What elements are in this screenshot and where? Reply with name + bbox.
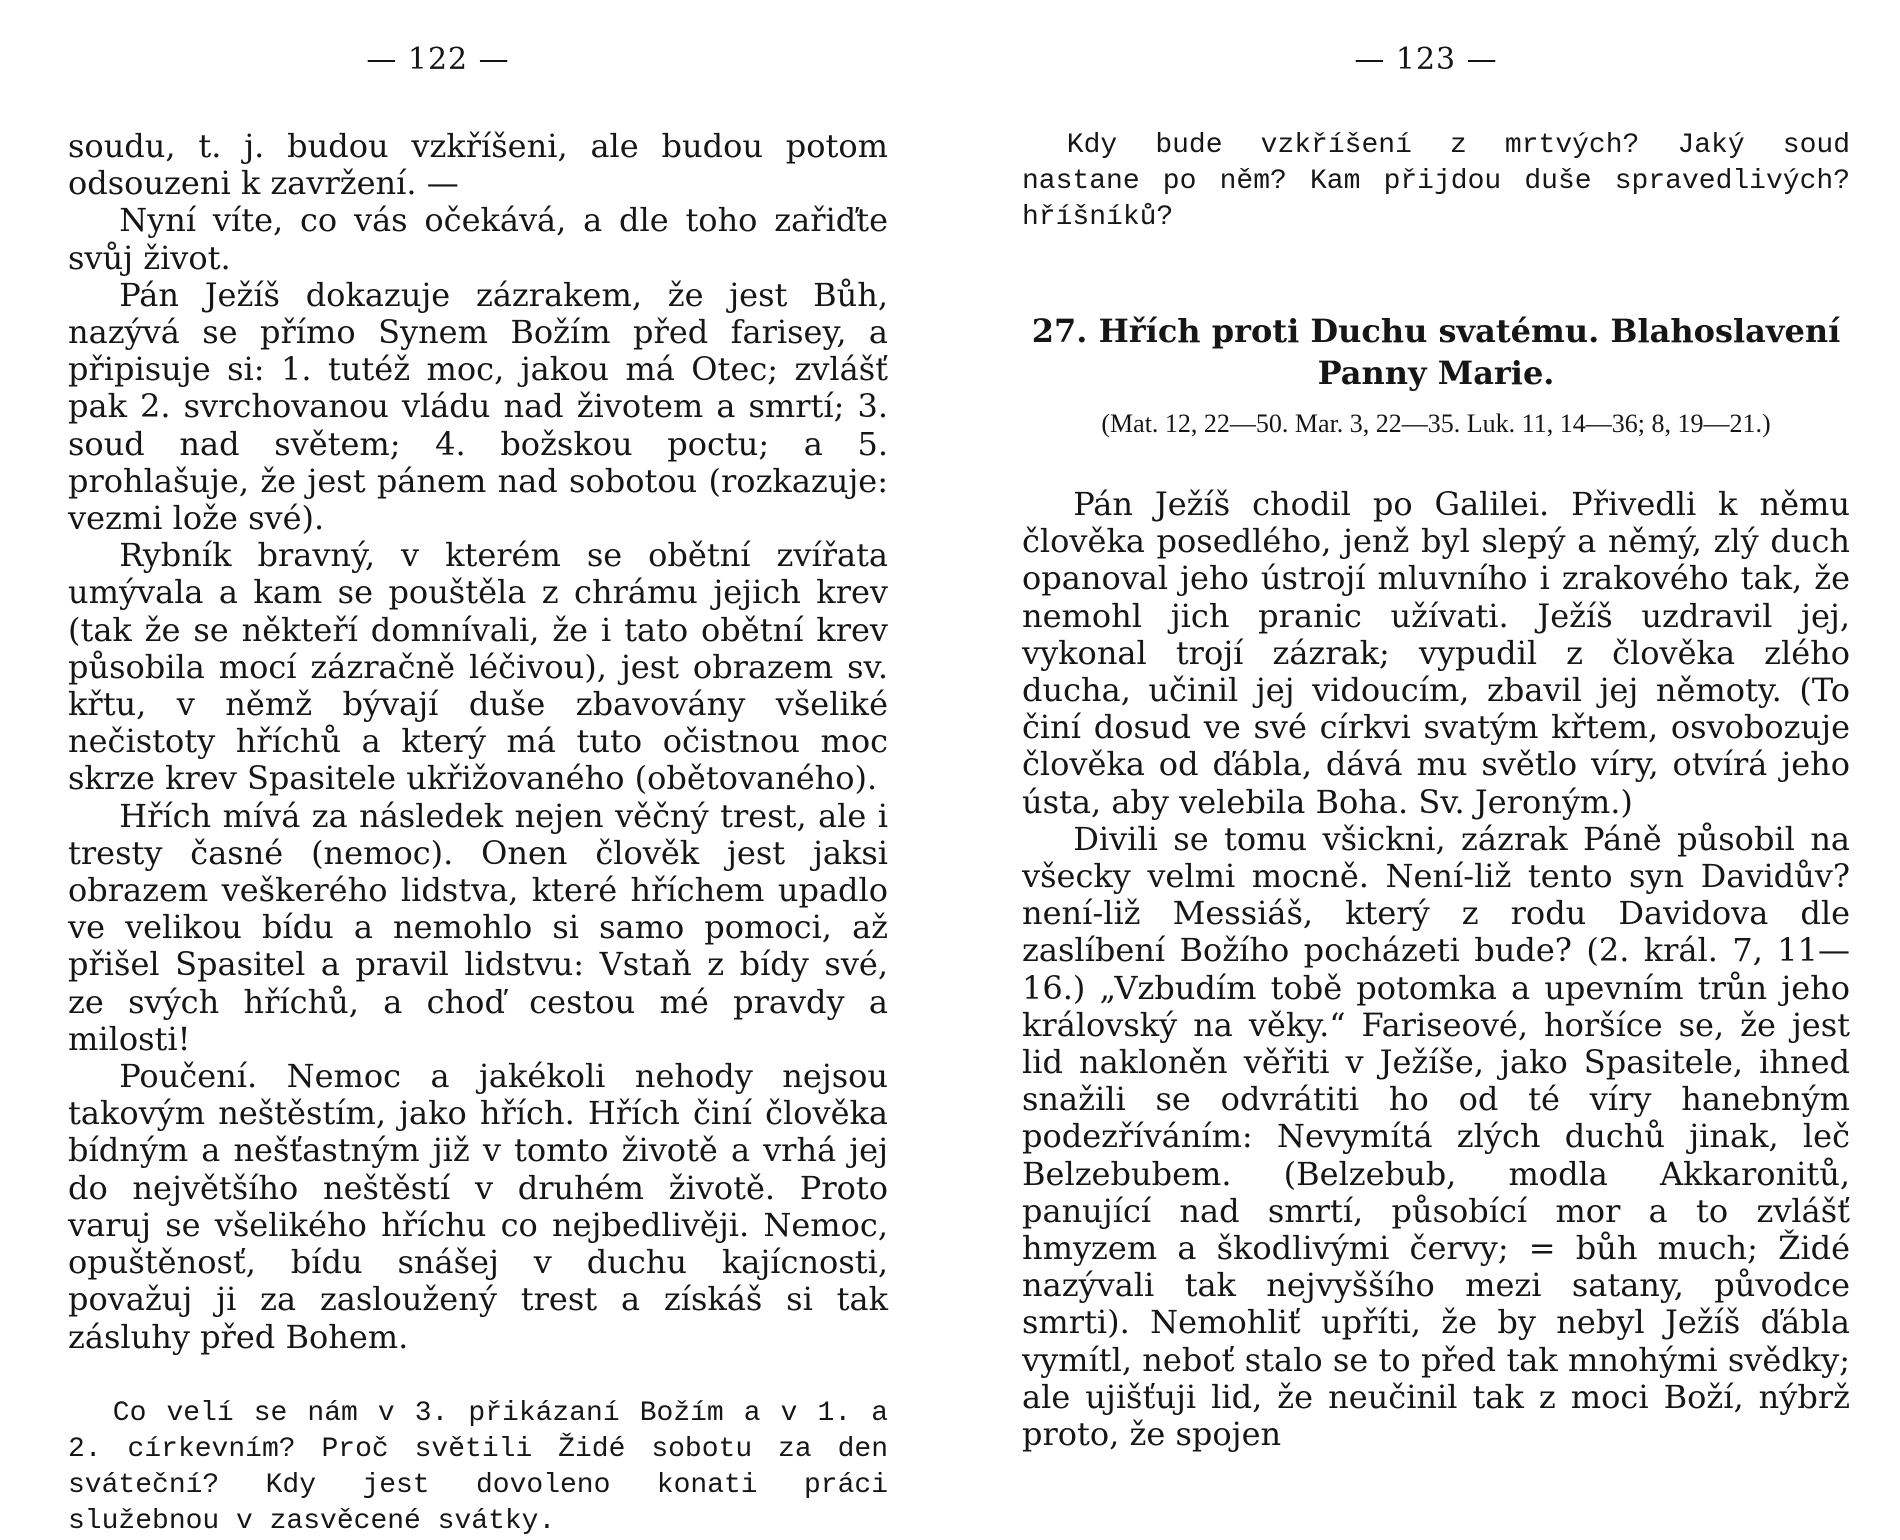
page-number-left: — 122 — (366, 42, 510, 77)
paragraph: Nyní víte, co vás očekává, a dle toho zařiďte svůj život. (68, 201, 888, 277)
paragraph: Poučení. Nemoc a jakékoli nehody nejsou takovým neštěstím, jako hřích. Hřích činí člověka bídným a nešťastným již v tomto životě a vrhá jej do největšího neštěstí v druhém životě. Proto varuj se všelikého hříchu co nejbedlivěji. Nemoc, opuštěnosť, bídu snášej v duchu kajícnosti, považuj ji za zasloužený trest a získáš si tak zásluhy před Bohem. (68, 1057, 888, 1356)
left-page-text (68, 128, 888, 1540)
paragraph: Rybník bravný, v kterém se obětní zvířata umývala a kam se pouštěla z chrámu jejich krev (tak že se někteří domnívali, že i tato obětní krev působila mocí zázračně léčivou), jest obrazem sv. křtu, v němž bývají duše zbavovány všeliké nečistoty hříchů a který má tuto očistnou moc skrze krev Spasitele ukřižovaného (obětovaného). (68, 536, 888, 798)
paragraph: soudu, t. j. budou vzkříšeni, ale budou potom odsouzeni k zavržení. — (68, 127, 888, 203)
page-number-right: — 123 — (1354, 42, 1498, 77)
scripture-reference: (Mat. 12, 22—50. Mar. 3, 22—35. Luk. 11, 14—36; 8, 19—21.) (1101, 409, 1771, 438)
review-questions: Co velí se nám v 3. přikázaní Božím a v 1. a 2. církevním? Proč světili Židé sobotu za den sváteční? Kdy jest dovoleno konati práci služebnou v zasvěcené svátky. (68, 1397, 888, 1537)
paragraph: Pán Ježíš dokazuje zázrakem, že jest Bůh, nazývá se přímo Synem Božím před farisey, a připisuje si: 1. tutéž moc, jakou má Otec; zvlášť pak 2. svrchovanou vládu nad životem a smrtí; 3. soud nad světem; 4. božskou poctu; a 5. prohlašuje, že jest pánem nad sobotou (rozkazuje: vezmi lože své). (68, 275, 888, 538)
paragraph: Hřích mívá za následek nejen věčný trest, ale i tresty časné (nemoc). Onen člověk jest jaksi obrazem veškerého lidstva, které hříchem upadlo ve velikou bídu a nemohlo si samo pomoci, až přišel Spasitel a pravil lidstvu: Vstaň z bídy své, ze svých hříchů, a choď cestou mé pravdy a milosti! (68, 796, 888, 1058)
chapter-heading: 27. Hřích proti Duchu svatému. Blahoslavení Panny Marie. (1031, 312, 1841, 392)
paragraph: Divili se tomu všickni, zázrak Páně působil na všecky velmi mocně. Není-liž tento syn Davidův? není-liž Messiáš, který z rodu Davidova dle zaslíbení Božího pocházeti bude? (2. král. 7, 11—16.) „Vzbudím tobě potomka a upevním trůn jeho královský na věky.“ Fariseové, horšíce se, že jest lid nakloněn věřiti v Ježíše, jako Spasitele, ihned snažili se odvrátiti ho od té víry hanebným podezříváním: Nevymítá zlých duchů jinak, leč Belzebubem. (Belzebub, modla Akkaronitů, panující nad smrtí, působící mor a to zvlášť hmyzem a škodlivými červy; = bůh much; Židé nazývali tak nejvyššího mezi satany, původce smrti). Nemohliť upříti, že by nebyl Ježíš ďábla vymítl, neboť stalo se to před tak mnohými svědky; ale ujišťuji lid, že neučinil tak z moci Boží, nýbrž proto, že spojen (1022, 819, 1850, 1454)
paragraph: Pán Ježíš chodil po Galilei. Přivedli k němu člověka posedlého, jenž byl slepý a němý, zlý duch opanoval jeho ústrojí mluvního i zrakového tak, že nemohl jich pranic užívati. Ježíš uzdravil jej, vykonal trojí zázrak; vypudil z člověka zlého ducha, učinil jej vidoucím, zbavil jej němoty. (To činí dosud ve své církvi svatým křtem, osvobozuje člověka od ďábla, dává mu světlo víry, otvírá jeho ústa, aby velebila Boha. Sv. Jeroným.) (1022, 485, 1850, 821)
right-page-text (1022, 128, 1850, 1453)
review-questions: Kdy bude vzkříšení z mrtvých? Jaký soud nastane po něm? Kam přijdou duše spravedlivých? hříšníků? (1022, 130, 1850, 233)
